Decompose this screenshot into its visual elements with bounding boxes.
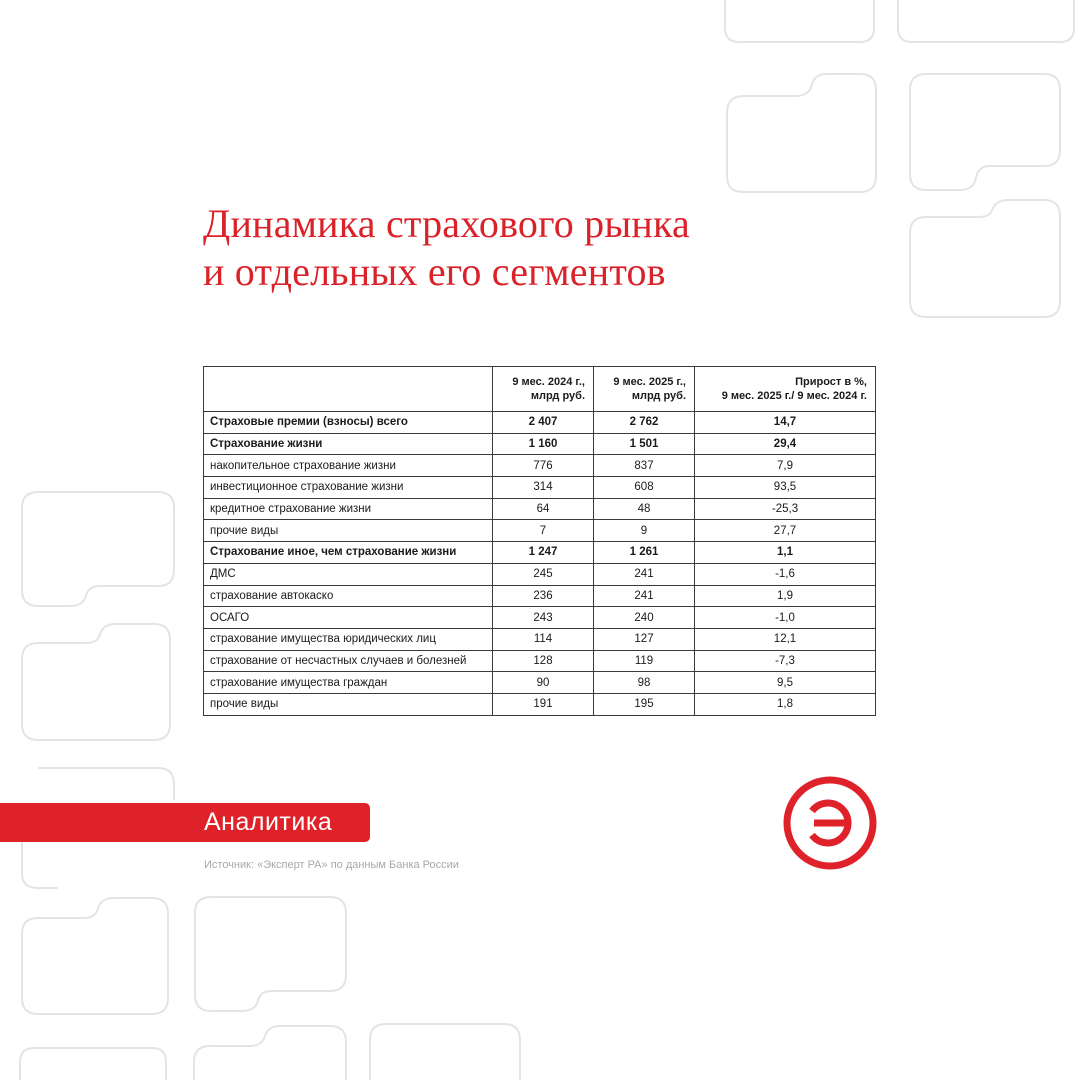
row-label: страхование от несчастных случаев и болезней	[204, 650, 493, 672]
header-2025	[594, 367, 695, 412]
value-2025: 837	[594, 455, 695, 477]
value-2024: 191	[493, 693, 594, 715]
value-growth: 27,7	[695, 520, 876, 542]
table-header-row	[204, 367, 876, 412]
value-2024: 2 407	[493, 412, 594, 434]
table-body	[204, 412, 876, 716]
value-2024: 243	[493, 607, 594, 629]
value-growth: 1,1	[695, 542, 876, 564]
value-growth: -7,3	[695, 650, 876, 672]
value-2025: 1 501	[594, 433, 695, 455]
value-2024: 7	[493, 520, 594, 542]
value-2024: 236	[493, 585, 594, 607]
title-line-2: и отдельных его сегментов	[203, 249, 666, 294]
value-2024: 90	[493, 672, 594, 694]
table-row	[204, 672, 876, 694]
value-2025: 195	[594, 693, 695, 715]
category-badge	[0, 803, 370, 842]
title-line-1: Динамика страхового рынка	[203, 201, 690, 246]
table-row	[204, 455, 876, 477]
table-row	[204, 520, 876, 542]
table-row	[204, 498, 876, 520]
table-row	[204, 542, 876, 564]
value-growth: -1,0	[695, 607, 876, 629]
value-2025: 9	[594, 520, 695, 542]
value-2024: 776	[493, 455, 594, 477]
header-2024-line2: млрд руб.	[530, 390, 585, 402]
header-2024-line1: 9 мес. 2024 г.,	[512, 376, 585, 388]
row-label: ОСАГО	[204, 607, 493, 629]
value-growth: 1,9	[695, 585, 876, 607]
table-row	[204, 607, 876, 629]
value-2025: 119	[594, 650, 695, 672]
value-2024: 1 247	[493, 542, 594, 564]
value-2024: 1 160	[493, 433, 594, 455]
value-growth: 12,1	[695, 628, 876, 650]
value-growth: 1,8	[695, 693, 876, 715]
value-2024: 314	[493, 477, 594, 499]
value-growth: 93,5	[695, 477, 876, 499]
header-2025-line2: млрд руб.	[631, 390, 686, 402]
value-2024: 114	[493, 628, 594, 650]
value-growth: 7,9	[695, 455, 876, 477]
value-2025: 1 261	[594, 542, 695, 564]
row-label: Страхование иное, чем страхование жизни	[204, 542, 493, 564]
table-row	[204, 650, 876, 672]
value-2025: 127	[594, 628, 695, 650]
category-badge-label: Аналитика	[204, 808, 333, 836]
value-growth: -25,3	[695, 498, 876, 520]
value-2025: 98	[594, 672, 695, 694]
row-label: Страхование жизни	[204, 433, 493, 455]
row-label: страхование имущества граждан	[204, 672, 493, 694]
value-2025: 240	[594, 607, 695, 629]
table-row	[204, 628, 876, 650]
header-growth	[695, 367, 876, 412]
header-2024	[493, 367, 594, 412]
row-label: прочие виды	[204, 693, 493, 715]
row-label: прочие виды	[204, 520, 493, 542]
table-row	[204, 412, 876, 434]
value-growth: 29,4	[695, 433, 876, 455]
header-2025-line1: 9 мес. 2025 г.,	[613, 376, 686, 388]
value-growth: -1,6	[695, 563, 876, 585]
header-label-column	[204, 367, 493, 412]
row-label: Страховые премии (взносы) всего	[204, 412, 493, 434]
value-2025: 241	[594, 585, 695, 607]
value-2024: 128	[493, 650, 594, 672]
value-growth: 9,5	[695, 672, 876, 694]
value-2024: 64	[493, 498, 594, 520]
table-row	[204, 477, 876, 499]
row-label: накопительное страхование жизни	[204, 455, 493, 477]
value-2025: 48	[594, 498, 695, 520]
row-label: кредитное страхование жизни	[204, 498, 493, 520]
value-2025: 241	[594, 563, 695, 585]
row-label: страхование имущества юридических лиц	[204, 628, 493, 650]
row-label: страхование автокаско	[204, 585, 493, 607]
table-row	[204, 585, 876, 607]
insurance-market-table	[203, 366, 876, 716]
table-row	[204, 433, 876, 455]
header-growth-line2: 9 мес. 2025 г./ 9 мес. 2024 г.	[721, 390, 867, 402]
page-title	[203, 200, 690, 296]
expert-ra-logo-icon	[781, 774, 879, 872]
value-2024: 245	[493, 563, 594, 585]
value-2025: 608	[594, 477, 695, 499]
source-note: Источник: «Эксперт РА» по данным Банка России	[204, 859, 459, 871]
table-row	[204, 563, 876, 585]
value-2025: 2 762	[594, 412, 695, 434]
header-growth-line1: Прирост в %,	[795, 376, 867, 388]
row-label: ДМС	[204, 563, 493, 585]
value-growth: 14,7	[695, 412, 876, 434]
table-row	[204, 693, 876, 715]
row-label: инвестиционное страхование жизни	[204, 477, 493, 499]
